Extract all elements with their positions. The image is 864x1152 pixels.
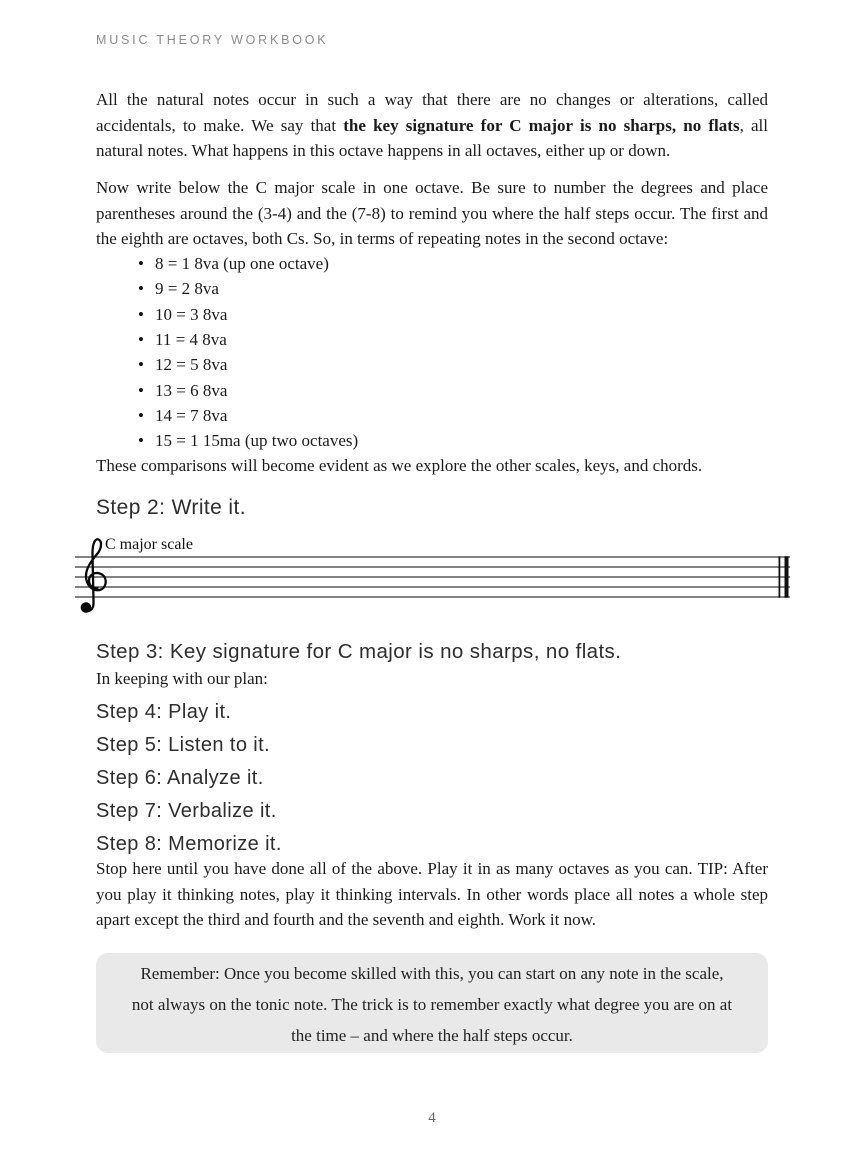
step-6-heading: Step 6: Analyze it. [96, 767, 264, 789]
step-3-heading: Step 3: Key signature for C major is no sharps, no flats. [96, 640, 622, 663]
list-item: • 11 = 4 8va [155, 327, 715, 352]
list-item: • 15 = 1 15ma (up two octaves) [155, 428, 715, 453]
list-item: • 12 = 5 8va [155, 352, 715, 377]
closing-paragraph: These comparisons will become evident as we explore the other scales, keys, and chords. [96, 456, 703, 475]
running-header: MUSIC THEORY WORKBOOK [96, 33, 329, 47]
music-staff [75, 536, 790, 616]
list-item: • 14 = 7 8va [155, 403, 715, 428]
stop-paragraph: Stop here until you have done all of the above. Play it in as many octaves as you can. TIP: After you play it thinking notes, play it thinking intervals. In other words place all notes a whole step apart except the third and fourth and the seventh and eighth. Work it now. [96, 859, 768, 929]
instructions-paragraph: Now write below the C major scale in one octave. Be sure to number the degrees and place parentheses around the (3-4) and the (7-8) to remind you where the half steps occur. The first and the eighth are octaves, both Cs. So, in terms of repeating notes in the second octave: [96, 178, 768, 248]
step-4-heading: Step 4: Play it. [96, 701, 232, 723]
intro-paragraph-pre: All the natural notes occur in such a way that there are no changes or alterations, called accidentals, to make. We say that [96, 90, 768, 135]
page-number: 4 [428, 1110, 436, 1126]
list-item: • 10 = 3 8va [155, 302, 715, 327]
intro-paragraph-post: , all natural notes. What happens in this octave happens in all octaves, either up or down. [96, 115, 768, 160]
list-item: • 9 = 2 8va [155, 276, 715, 301]
staff-lines [75, 557, 790, 597]
remember-box [96, 953, 768, 1053]
octave-equivalence-list [155, 251, 715, 454]
staff-label: C major scale [105, 536, 193, 553]
treble-clef-icon [81, 539, 106, 613]
remember-text: Remember: Once you become skilled with this, you can start on any note in the scale, not always on the tonic note. The trick is to remember exactly what degree you are on at the time – and where the half steps occur. [131, 964, 733, 1045]
staff-svg [75, 536, 790, 616]
list-item: • 8 = 1 8va (up one octave) [155, 251, 715, 276]
intro-paragraph [96, 87, 768, 164]
step-5-heading: Step 5: Listen to it. [96, 734, 271, 756]
key-signature-bold-text: the key signature for C major is no sharps, no flats [343, 115, 740, 135]
step-2-heading: Step 2: Write it. [96, 496, 246, 519]
step-8-heading: Step 8: Memorize it. [96, 833, 282, 855]
plan-note: In keeping with our plan: [96, 669, 268, 688]
list-item: • 13 = 6 8va [155, 378, 715, 403]
step-7-heading: Step 7: Verbalize it. [96, 800, 277, 822]
